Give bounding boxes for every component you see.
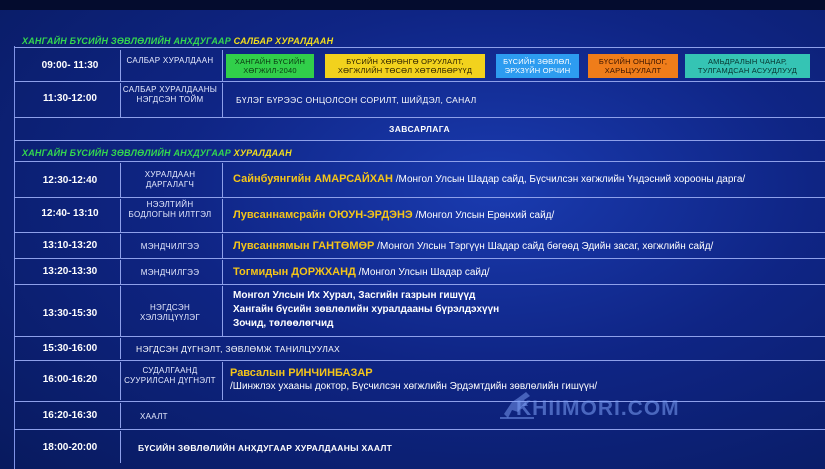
person-name: Лувсаннямын ГАНТӨМӨР [233,240,375,252]
time-cell: 12:30-12:40 [42,175,98,186]
divider [14,81,825,82]
divider [222,163,223,197]
divider [14,336,825,337]
track-investment: БҮСИЙН ХӨРӨНГӨ ОРУУЛАЛТ, ХӨГЖЛИЙН ТӨСӨЛ ХӨТӨЛБӨРҮҮД [325,54,485,78]
divider [222,50,223,81]
time-cell: 16:20-16:30 [42,410,98,421]
watermark: KHIIMORI.COM [516,397,680,420]
person-title: /Шинжлэх ухааны доктор, Бүсчилсэн хөгжлийн Эрдэмтдийн зөвлөлийн гишүүн/ [230,381,598,392]
time-cell: 13:20-13:30 [42,266,98,277]
role-cell: НЭЭЛТИЙН БОДЛОГЫН ИЛТГЭЛ [128,200,212,219]
row-description [233,173,745,185]
divider [120,338,121,359]
participant-line: Зочид, төлөөлөгчид [233,318,334,329]
divider [14,258,825,259]
row-description [233,209,554,221]
time-cell: 11:30-12:00 [43,93,97,104]
divider [120,50,121,81]
divider [14,117,825,118]
divider [222,234,223,258]
time-cell: 09:00- 11:30 [41,60,99,71]
divider [14,360,825,361]
divider [14,429,825,430]
role-cell: ХААЛТ [140,412,168,421]
divider [222,260,223,284]
time-cell: 12:40- 13:10 [41,208,99,219]
role-cell: МЭНДЧИЛГЭЭ [140,268,200,277]
role-cell: СУДАЛГААНД СУУРИЛСАН ДҮГНЭЛТ [124,366,216,385]
divider [222,199,223,232]
person-name: Лувсаннамсрайн ОЮУН-ЭРДЭНЭ [233,209,413,221]
participant-line: Монгол Улсын Их Хурал, Засгийн газрын гишүүд [233,290,476,301]
divider [14,284,825,285]
row-description: НЭГДСЭН ДҮГНЭЛТ, ЗӨВЛӨМЖ ТАНИЛЦУУЛАХ [136,344,341,354]
section-title-main [22,148,292,158]
track-council-legal: БҮСИЙН ЗӨВЛӨЛ, ЭРХЗҮЙН ОРЧИН [496,54,579,78]
row-description: БҮЛЭГ БҮРЭЭС ОНЦОЛСОН СОРИЛТ, ШИЙДЭЛ, САНАЛ [236,95,477,105]
divider [120,403,121,428]
divider [222,362,223,400]
row-description [233,240,713,252]
row-description [230,367,373,379]
break-label: ЗАВСАРЛАГА [388,124,450,134]
person-title: /Монгол Улсын Ерөнхий сайд/ [412,210,555,221]
section-title-highlight: САЛБАР ХУРАЛДААН [233,36,334,46]
divider [14,161,825,162]
divider [120,83,121,117]
person-title: /Монгол Улсын Тэргүүн Шадар сайд бөгөөд Эдийн засаг, хөгжлийн сайд/ [374,241,714,252]
divider [222,83,223,117]
divider [120,362,121,400]
time-cell: 18:00-20:00 [42,442,98,453]
role-cell: САЛБАР ХУРАЛДААНЫ НЭГДСЭН ТОЙМ [122,85,218,104]
divider [14,140,825,141]
section-title-lead: ХАНГАЙН БҮСИЙН ЗӨВЛӨЛИЙН АНХДУГААР [22,36,231,46]
section-title-highlight: ХУРАЛДААН [233,148,292,158]
time-cell: 16:00-16:20 [42,374,98,385]
person-title: /Монгол Улсын Шадар сайд/ [355,267,490,278]
divider [120,163,121,197]
divider [120,286,121,336]
role-cell: САЛБАР ХУРАЛДААН [126,56,214,65]
time-cell: 13:10-13:20 [42,240,98,251]
person-name: Сайнбуянгийн АМАРСАЙХАН [233,173,393,185]
divider [14,401,825,402]
divider [120,199,121,232]
person-name: Тогмидын ДОРЖХАНД [233,266,356,278]
divider [120,260,121,284]
top-edge [0,0,825,10]
person-title: /Монгол Улсын Шадар сайд, Бүсчилсэн хөгжлийн Үндэсний хорооны дарга/ [392,174,746,185]
divider [14,47,825,48]
section-title-breakout [22,36,333,46]
participant-line: Хангайн бүсийн зөвлөлийн хуралдааны бүрэлдэхүүн [233,304,500,315]
track-features: БҮСИЙН ОНЦЛОГ, ХАРЬЦУУЛАЛТ [588,54,678,78]
divider [14,197,825,198]
track-quality-of-life: АМЬДРАЛЫН ЧАНАР, ТУЛГАМДСАН АСУУДЛУУД [685,54,810,78]
role-cell: МЭНДЧИЛГЭЭ [140,242,200,251]
section-title-lead: ХАНГАЙН БҮСИЙН ЗӨВЛӨЛИЙН АНХДУГААР [22,148,231,158]
person-name: Равсалын РИНЧИНБАЗАР [230,367,373,379]
divider [120,234,121,258]
row-description [233,266,490,278]
divider [222,286,223,336]
divider [120,431,121,463]
role-cell: ХУРАЛДААН ДАРГАЛАГЧ [144,170,196,189]
role-cell: НЭГДСЭН ХЭЛЭЛЦҮҮЛЭГ [140,303,200,322]
track-hangai-2040: ХАНГАЙН БҮСИЙН ХӨГЖИЛ-2040 [226,54,314,78]
time-cell: 15:30-16:00 [42,343,98,354]
time-cell: 13:30-15:30 [42,308,98,319]
row-description: БҮСИЙН ЗӨВЛӨЛИЙН АНХДУГААР ХУРАЛДААНЫ ХААЛТ [138,443,393,453]
divider [14,232,825,233]
